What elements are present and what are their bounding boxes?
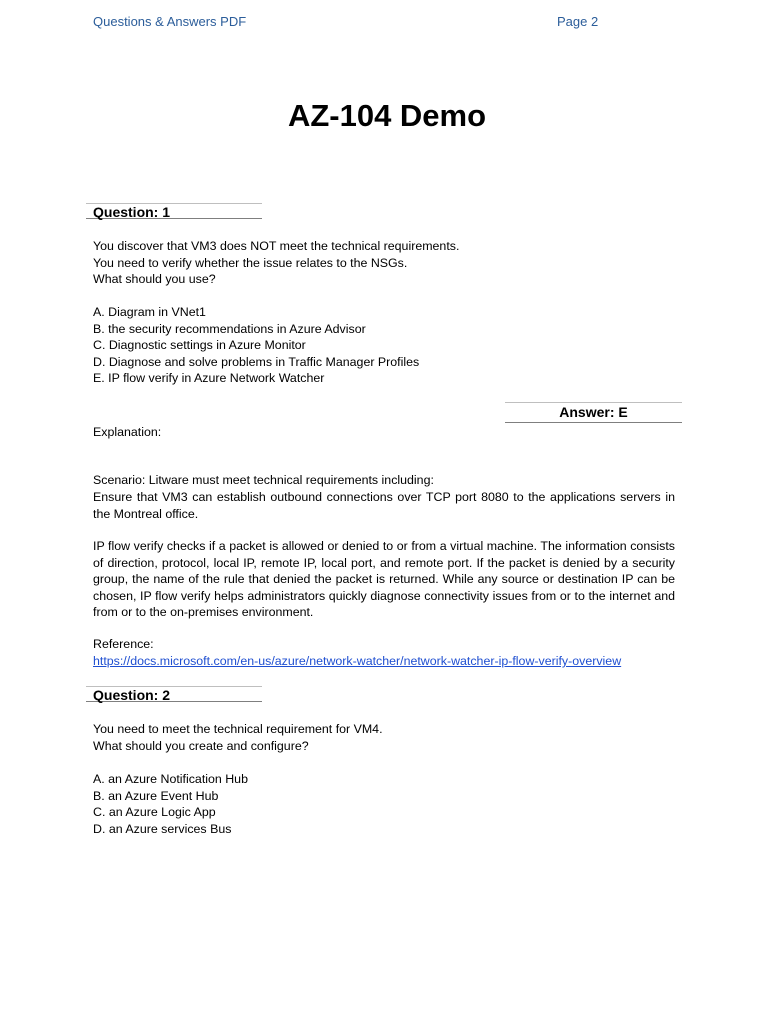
option-a: A. an Azure Notification Hub: [93, 772, 248, 786]
option-a: A. Diagram in VNet1: [93, 305, 206, 319]
question-2-prompt: [93, 721, 675, 754]
option-b: B. the security recommendations in Azure Advisor: [93, 321, 366, 336]
scenario-detail: Ensure that VM3 can establish outbound connections over TCP port 8080 to the applications servers in the Montreal office.: [93, 490, 675, 521]
prompt-line: What should you create and configure?: [93, 738, 309, 753]
prompt-line: You need to meet the technical requirement for VM4.: [93, 722, 383, 736]
header-left: Questions & Answers PDF: [93, 14, 247, 29]
option-c: C. an Azure Logic App: [93, 805, 216, 819]
option-b: B. an Azure Event Hub: [93, 788, 219, 803]
option-e: E. IP flow verify in Azure Network Watcher: [93, 371, 325, 385]
reference-link-container: [93, 653, 675, 670]
question-1-options: [93, 304, 675, 387]
question-2-heading: Question: 2: [86, 686, 262, 702]
document-title: AZ-104 Demo: [287, 98, 487, 133]
option-d: D. Diagnose and solve problems in Traffic Manager Profiles: [93, 354, 420, 369]
reference-label: Reference:: [93, 637, 154, 651]
scenario-text: Scenario: Litware must meet technical requirements including:: [93, 473, 434, 487]
question-1-prompt: [93, 238, 675, 288]
answer-box: Answer: E: [505, 402, 682, 423]
header-page-number: Page 2: [557, 14, 599, 29]
explanation-label: Explanation:: [93, 425, 162, 439]
option-d: D. an Azure services Bus: [93, 821, 232, 836]
prompt-line: You discover that VM3 does NOT meet the technical requirements.: [93, 239, 460, 253]
prompt-line: You need to verify whether the issue relates to the NSGs.: [93, 255, 408, 270]
question-1-heading: Question: 1: [86, 203, 262, 219]
question-2-options: [93, 771, 675, 837]
reference-link[interactable]: https://docs.microsoft.com/en-us/azure/network-watcher/network-watcher-ip-flow-verify-overview: [93, 654, 622, 668]
prompt-line: What should you use?: [93, 272, 216, 286]
ip-flow-explanation: IP flow verify checks if a packet is allowed or denied to or from a virtual machine. The information consists of direction, protocol, local IP, remote IP, local port, and remote port. If the packet is denied by a security group, the name of the rule that denied the packet is returned. While any source or destination IP can be chosen, IP flow verify helps administrators quickly diagnose connectivity issues from or to the internet and from or to the on-premises environment.: [93, 539, 675, 619]
option-c: C. Diagnostic settings in Azure Monitor: [93, 338, 306, 352]
